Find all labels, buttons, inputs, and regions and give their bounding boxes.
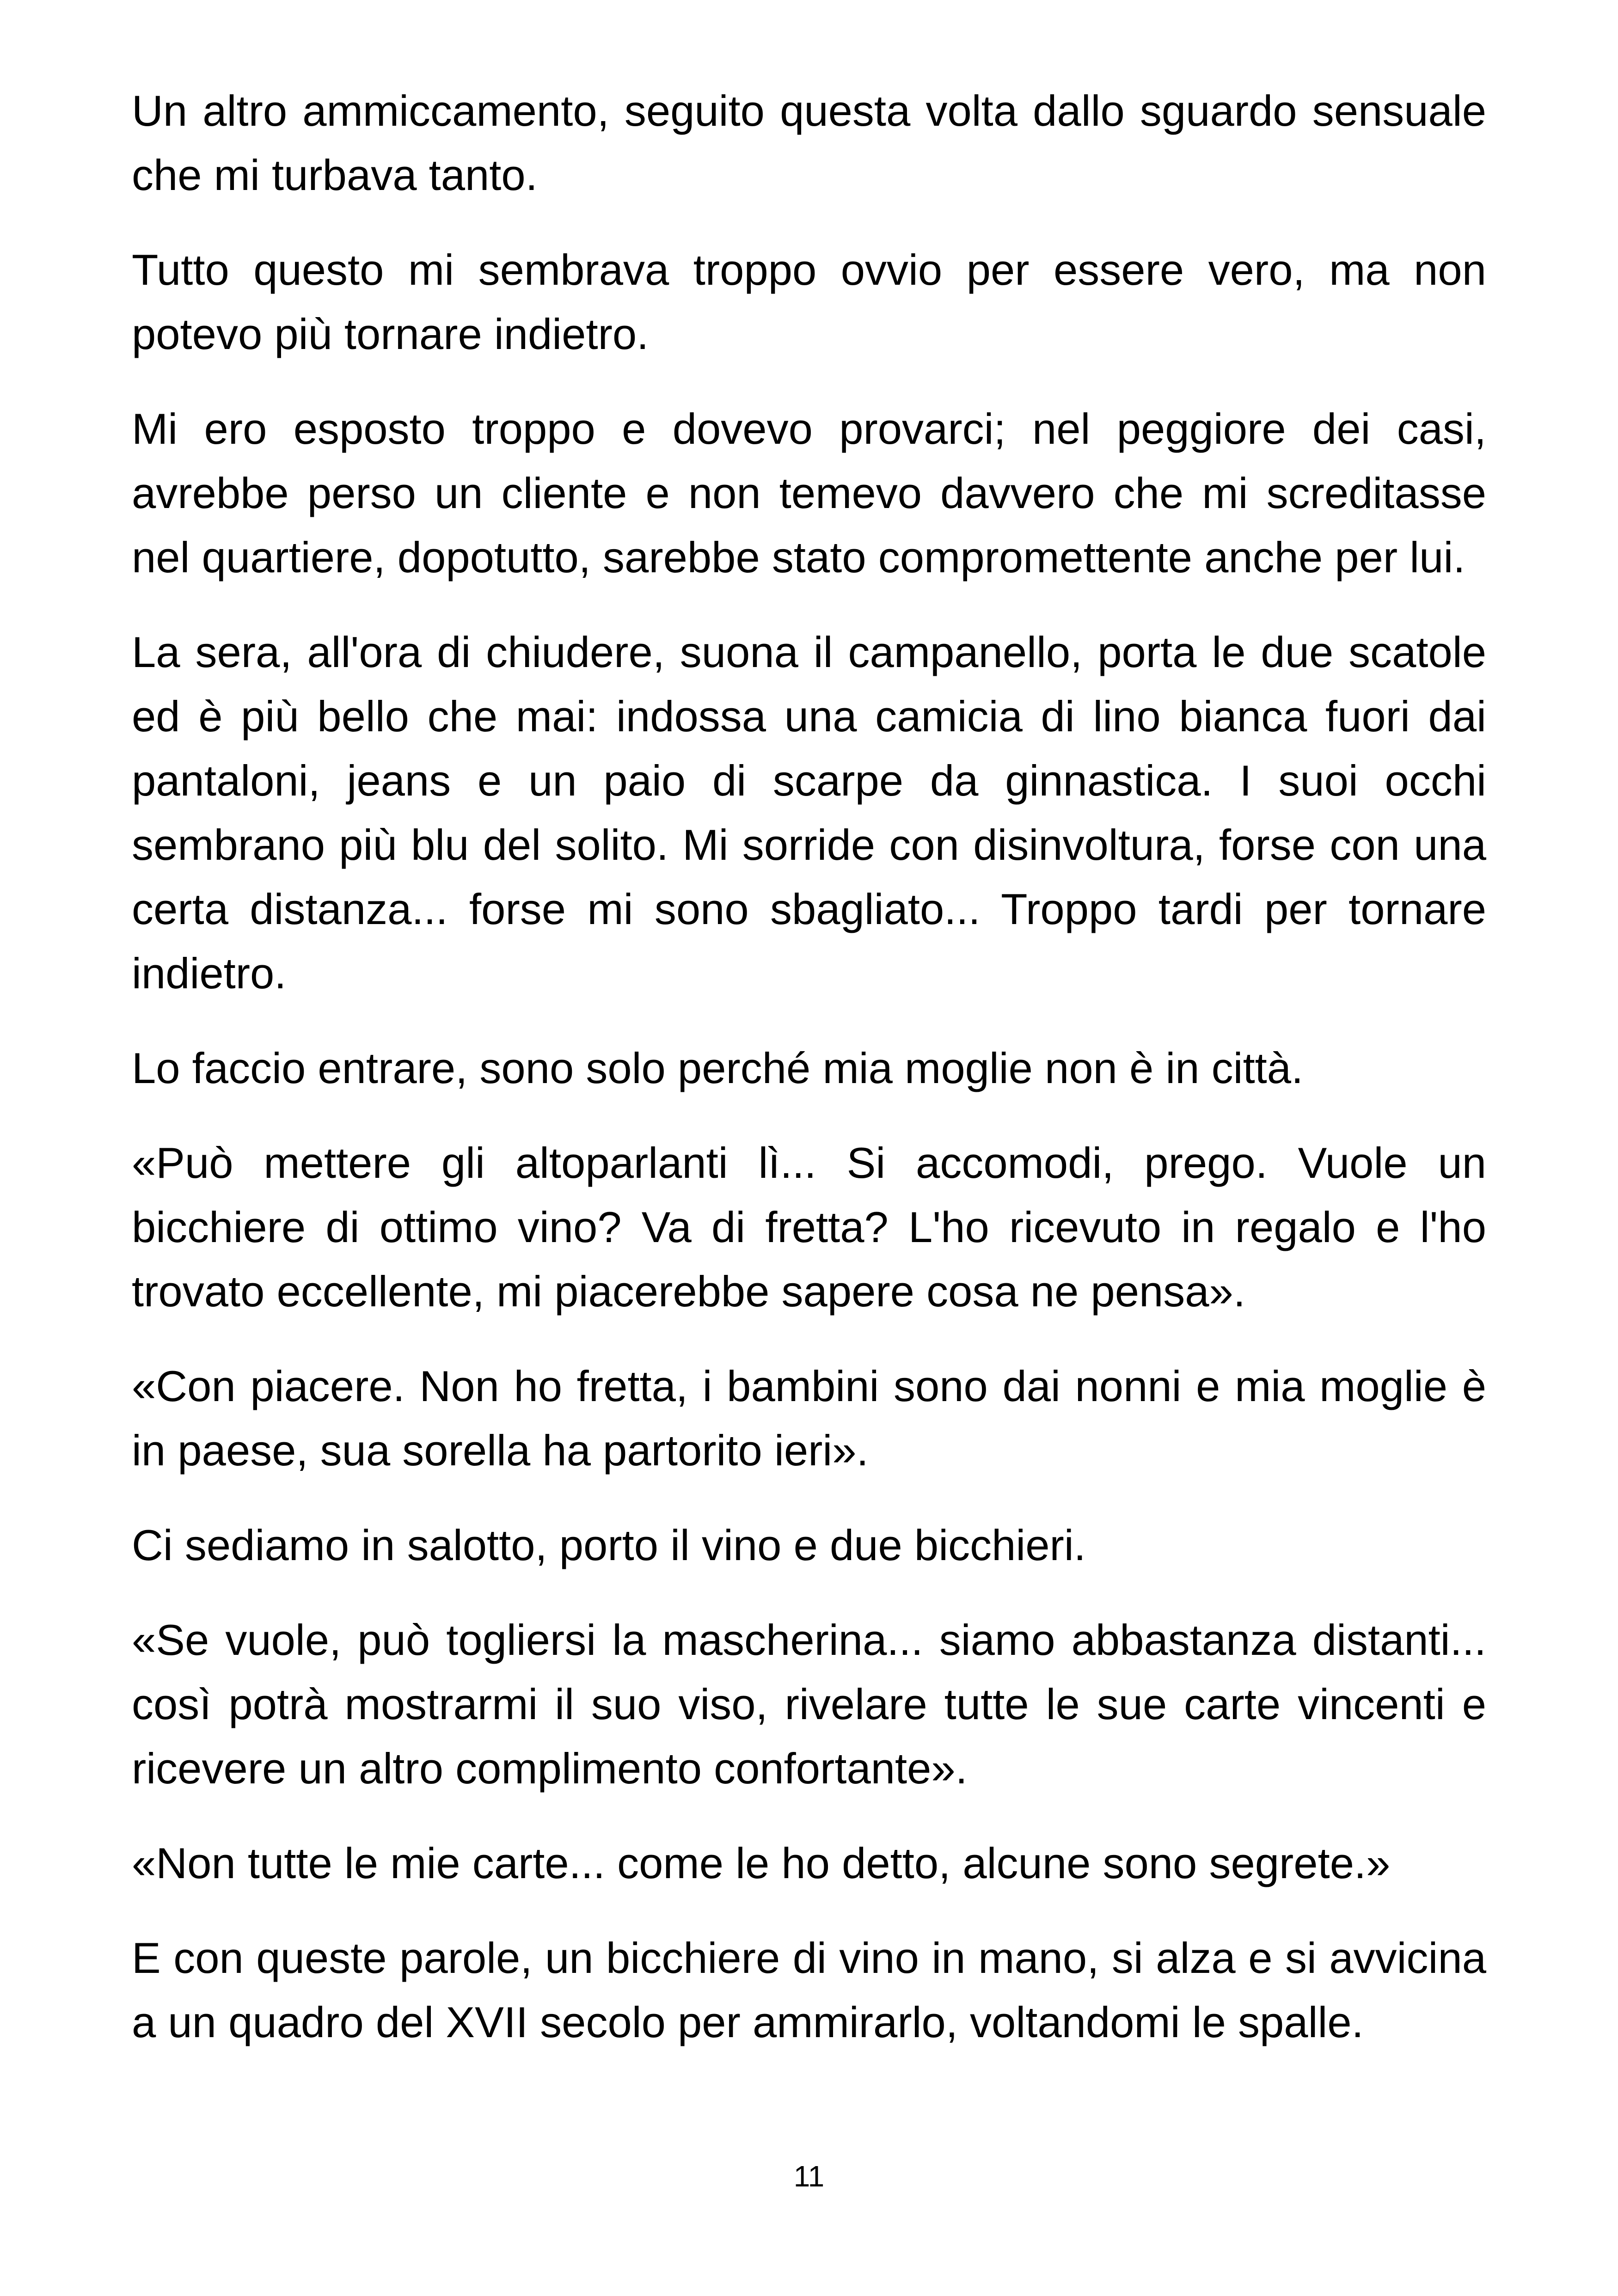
paragraph: Tutto questo mi sembrava troppo ovvio per essere vero, ma non potevo più tornare indietro. bbox=[132, 245, 1486, 358]
paragraph: Mi ero esposto troppo e dovevo provarci; nel peggiore dei casi, avrebbe perso un cliente e non temevo davvero che mi screditasse nel quartiere, dopotutto, sarebbe stato compromettente anche per lui. bbox=[132, 404, 1486, 582]
paragraph: «Se vuole, può togliersi la mascherina... siamo abbastanza distanti... così potrà mostrarmi il suo viso, rivelare tutte le sue carte vincenti e ricevere un altro complimento confortante». bbox=[132, 1616, 1486, 1793]
paragraph: «Con piacere. Non ho fretta, i bambini sono dai nonni e mia moglie è in paese, sua sorella ha partorito ieri». bbox=[132, 1362, 1486, 1475]
body-text bbox=[132, 79, 1486, 2085]
paragraph: Ci sediamo in salotto, porto il vino e due bicchieri. bbox=[132, 1521, 1086, 1569]
paragraph: Lo faccio entrare, sono solo perché mia moglie non è in città. bbox=[132, 1044, 1304, 1092]
paragraph: Un altro ammiccamento, seguito questa volta dallo sguardo sensuale che mi turbava tanto. bbox=[132, 86, 1486, 199]
page-number: 11 bbox=[793, 2160, 825, 2193]
paragraph: La sera, all'ora di chiudere, suona il campanello, porta le due scatole ed è più bello che mai: indossa una camicia di lino bianca fuori dai pantaloni, jeans e un paio di scarpe da ginnastica. I suoi occhi sembrano più blu del solito. Mi sorride con disinvoltura, forse con una certa distanza... forse mi sono sbagliato... Troppo tardi per tornare indietro. bbox=[132, 628, 1486, 998]
paragraph: E con queste parole, un bicchiere di vino in mano, si alza e si avvicina a un quadro del XVII secolo per ammirarlo, voltandomi le spalle. bbox=[132, 1934, 1486, 2046]
paragraph: «Può mettere gli altoparlanti lì... Si accomodi, prego. Vuole un bicchiere di ottimo vino? Va di fretta? L'ho ricevuto in regalo e l'ho trovato eccellente, mi piacerebbe sapere cosa ne pensa». bbox=[132, 1139, 1486, 1316]
paragraph: «Non tutte le mie carte... come le ho detto, alcune sono segrete.» bbox=[132, 1839, 1391, 1887]
